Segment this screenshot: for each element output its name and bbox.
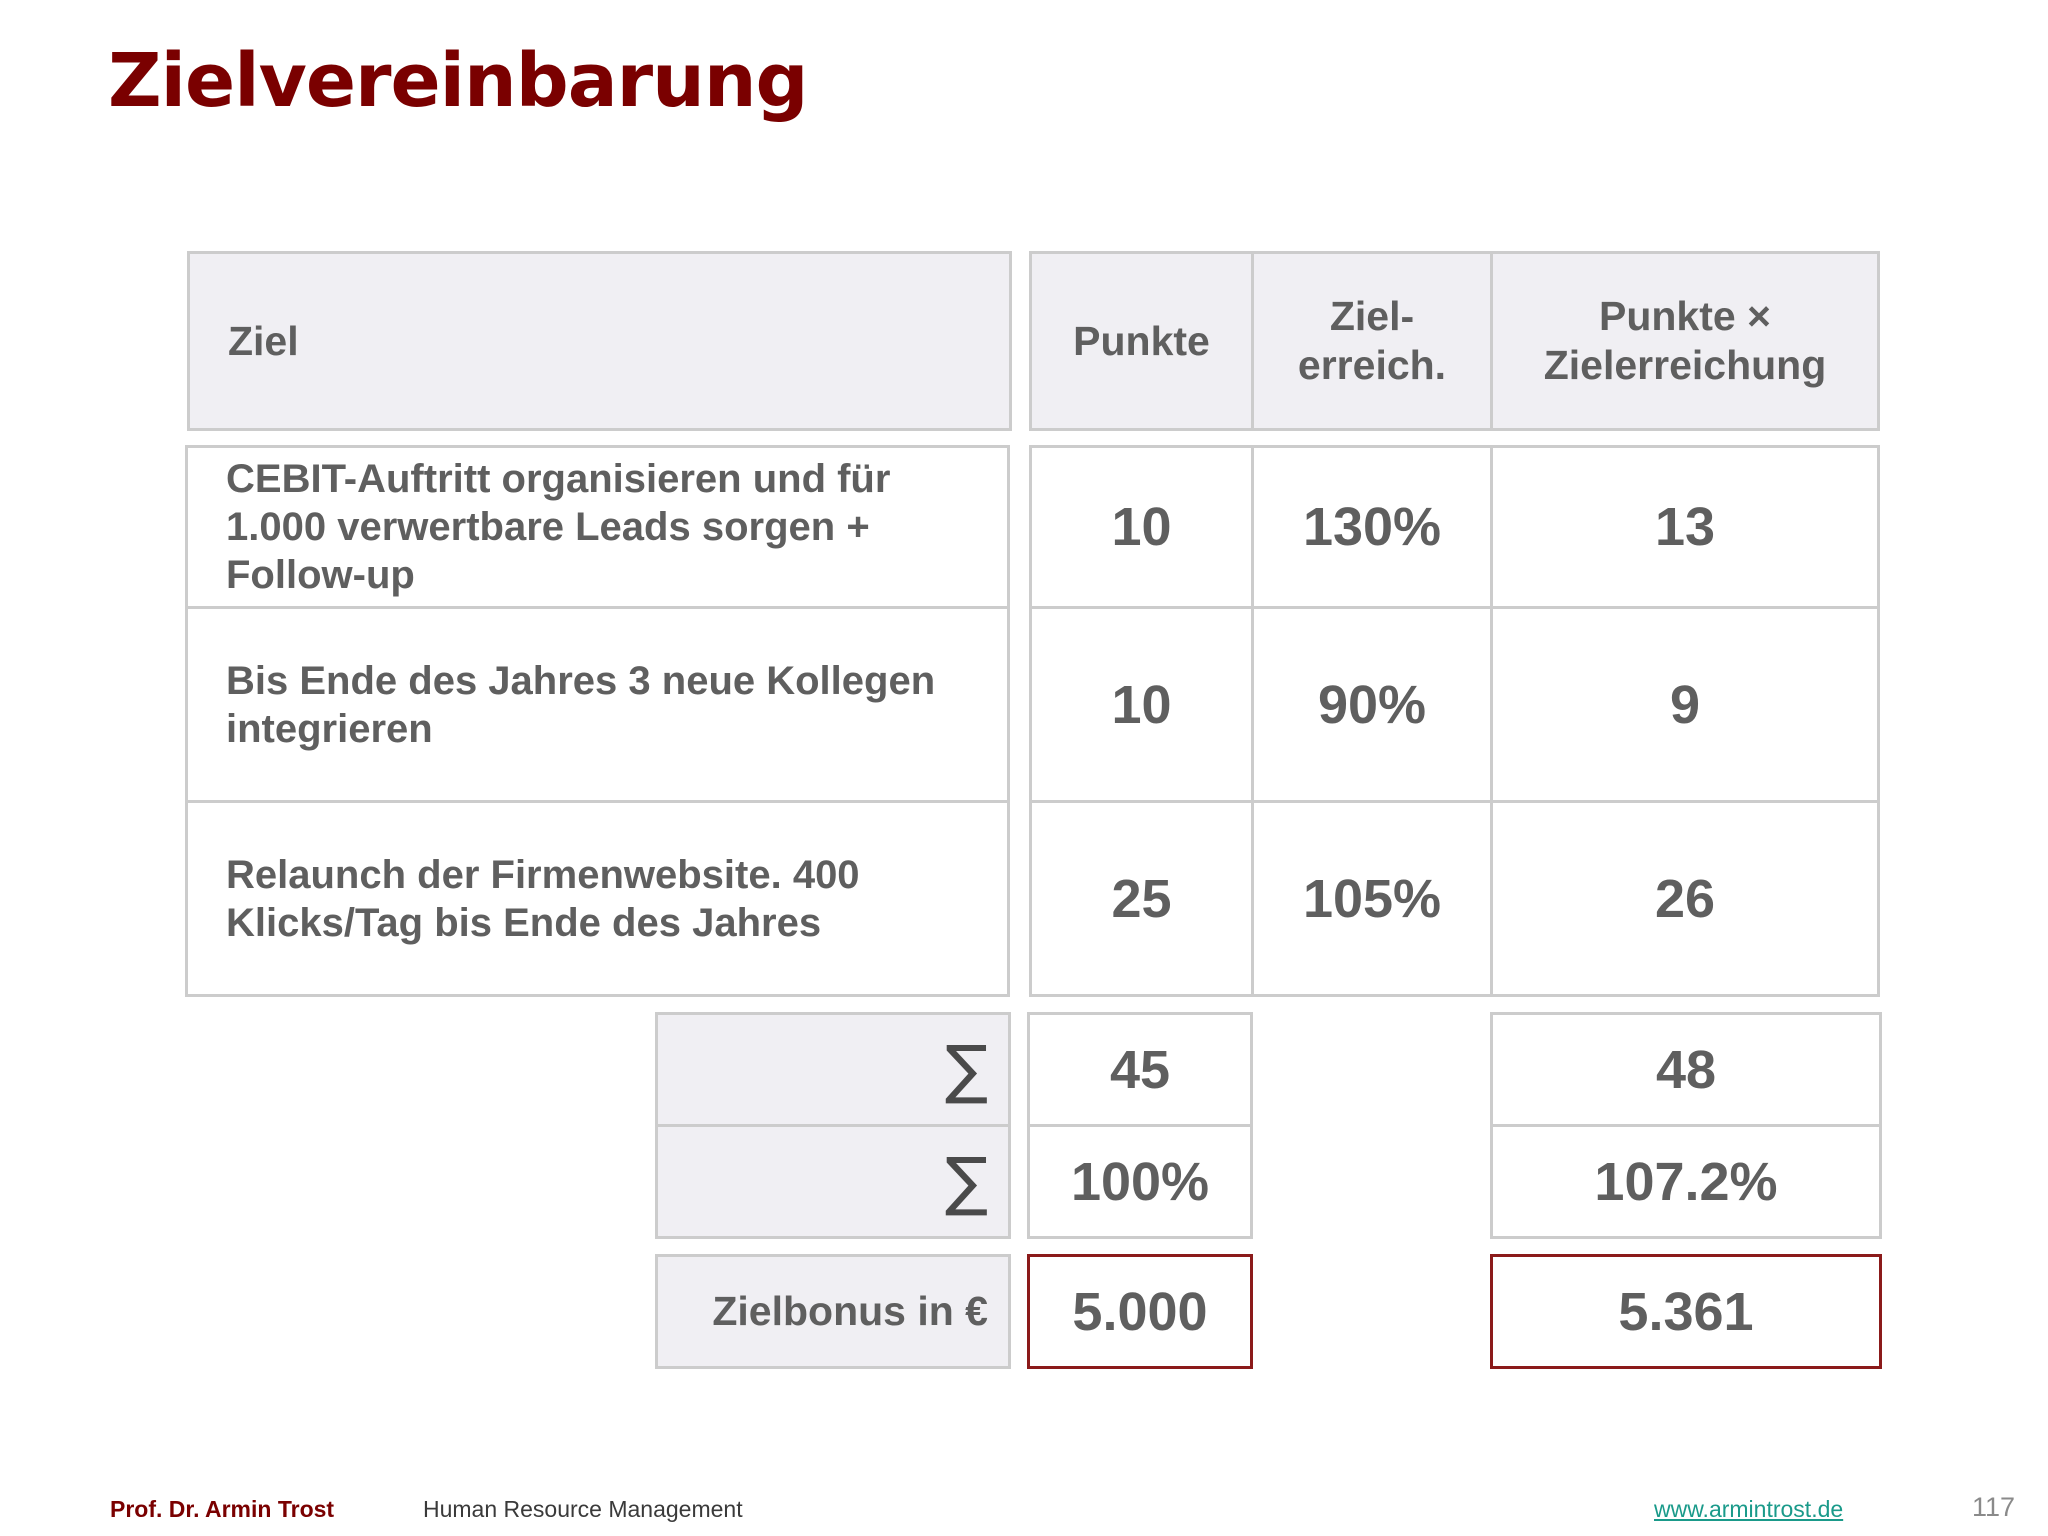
sum-percent-value bbox=[1027, 1124, 1253, 1239]
table-row-1-zielerreichung bbox=[1251, 445, 1493, 609]
table-row-2-zielerreichung bbox=[1251, 606, 1493, 803]
footer-author: Prof. Dr. Armin Trost bbox=[110, 1496, 335, 1522]
zielerreichung-value: 90% bbox=[1317, 674, 1427, 735]
bonus-base-value: 5.000 bbox=[1072, 1281, 1208, 1342]
sum-percent-result bbox=[1490, 1124, 1882, 1239]
zielerreichung-value: 105% bbox=[1302, 868, 1442, 929]
table-row-1-ergebnis bbox=[1490, 445, 1880, 609]
header-ziel-label: Ziel bbox=[228, 317, 299, 364]
header-punkte-x-zielerreichung bbox=[1490, 251, 1880, 431]
goal-text: CEBIT-Auftritt organisieren und für 1.000 verwertbare Leads sorgen + Follow-up bbox=[226, 457, 891, 597]
header-punkte bbox=[1029, 251, 1254, 431]
goal-text: Bis Ende des Jahres 3 neue Kollegen integrieren bbox=[226, 658, 936, 751]
bonus-label: Zielbonus in € bbox=[712, 1288, 988, 1334]
sum-result-value bbox=[1490, 1012, 1882, 1127]
table-row-3-zielerreichung bbox=[1251, 800, 1493, 997]
header-punkte-label: Punkte bbox=[1073, 317, 1210, 364]
table-row-2-punkte bbox=[1029, 606, 1254, 803]
table-row-3-ergebnis bbox=[1490, 800, 1880, 997]
table-row-3-punkte bbox=[1029, 800, 1254, 997]
sigma-symbol: ∑ bbox=[944, 1032, 988, 1107]
sum-points-label bbox=[655, 1012, 1011, 1127]
punkte-value: 10 bbox=[1111, 674, 1172, 735]
bonus-result-cell bbox=[1490, 1254, 1882, 1369]
punkte-value: 25 bbox=[1111, 868, 1172, 929]
bonus-result-value: 5.361 bbox=[1618, 1281, 1754, 1342]
footer-website-link[interactable]: www.armintrost.de bbox=[1654, 1496, 1844, 1522]
page-number: 117 bbox=[1972, 1492, 2016, 1522]
ergebnis-value: 13 bbox=[1654, 497, 1716, 557]
table-row-2-ziel bbox=[185, 606, 1010, 803]
sum-percent-punkte-value: 100% bbox=[1070, 1151, 1210, 1212]
punkte-value: 10 bbox=[1111, 497, 1172, 557]
ergebnis-value: 26 bbox=[1654, 868, 1716, 929]
sum-percent-ergebnis-value: 107.2% bbox=[1594, 1151, 1778, 1212]
sum-points-value bbox=[1027, 1012, 1253, 1127]
sum-ergebnis-value: 48 bbox=[1655, 1039, 1717, 1100]
header-ziel bbox=[187, 251, 1012, 431]
ergebnis-value: 9 bbox=[1669, 674, 1701, 735]
slide-title: Zielvereinbarung bbox=[108, 38, 808, 124]
sum-punkte-value: 45 bbox=[1109, 1039, 1171, 1100]
footer-course: Human Resource Management bbox=[423, 1496, 743, 1522]
bonus-base-cell bbox=[1027, 1254, 1253, 1369]
table-row-1-punkte bbox=[1029, 445, 1254, 609]
table-row-2-ergebnis bbox=[1490, 606, 1880, 803]
header-zielerreichung bbox=[1251, 251, 1493, 431]
zielerreichung-value: 130% bbox=[1302, 497, 1442, 557]
table-row-1-ziel bbox=[185, 445, 1010, 609]
goal-text: Relaunch der Firmenwebsite. 400 Klicks/Tag bis Ende des Jahres bbox=[226, 852, 860, 945]
header-zielerreichung-label: Ziel- erreich. bbox=[1297, 293, 1447, 388]
table-row-3-ziel bbox=[185, 800, 1010, 997]
bonus-label-cell bbox=[655, 1254, 1011, 1369]
header-punkte-x-zielerreichung-label: Punkte × Zielerreichung bbox=[1543, 293, 1827, 388]
sum-percent-label bbox=[655, 1124, 1011, 1239]
sigma-symbol: ∑ bbox=[944, 1144, 988, 1219]
